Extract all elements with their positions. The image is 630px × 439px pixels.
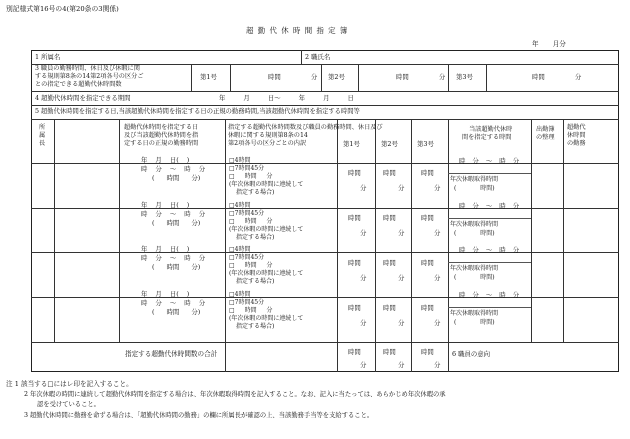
header-supervisor-3: 長: [39, 140, 46, 147]
option-custom-checkbox[interactable]: □ 時間 分: [229, 218, 273, 225]
header-hours-1: 指定する超勤代休時間数及び職員の勤務時間、休日及び: [228, 124, 383, 131]
hours-category-label-1: 3 職員の勤務時間、休日及び休暇に関: [35, 65, 140, 72]
total-no2-hours[interactable]: 時間: [383, 348, 396, 356]
header-hours-2: 休暇に関する規則第8条の14: [228, 132, 308, 139]
annual-leave-value[interactable]: ( 時間): [454, 274, 495, 281]
total-no3-hours[interactable]: 時間: [421, 348, 434, 356]
header-work-3: の勤務: [567, 140, 586, 147]
no1-hours[interactable]: 時間: [348, 214, 361, 222]
annual-leave-note-2: 指定する場合): [236, 323, 275, 330]
no1-hours[interactable]: 時間: [348, 304, 361, 312]
category-1-label: 第1号: [200, 73, 217, 81]
total-no1-minutes[interactable]: 分: [360, 361, 367, 369]
annual-leave-note-2: 指定する場合): [236, 234, 275, 241]
option-custom-checkbox[interactable]: □ 時間 分: [229, 262, 273, 269]
annual-leave-note-2: 指定する場合): [236, 278, 275, 285]
header-designated-time-2: 間を指定する時間: [462, 134, 512, 141]
header-date-2: 及び当該超勤代休時間を指: [124, 132, 199, 139]
period-label: 4 超勤代休時間を指定できる期間: [35, 94, 131, 102]
note-3: 3 超勤代休時間に勤務を命ずる場合は、「超勤代休時間の勤務」の欄に所属長が確認の上、当該勤務手当等を支給すること。: [24, 412, 374, 419]
annual-leave-note-1: (年次休暇の時間に連続して: [229, 315, 304, 322]
no2-hours[interactable]: 時間: [383, 259, 396, 267]
no2-hours[interactable]: 時間: [383, 304, 396, 312]
option-7h45-checkbox[interactable]: □7時間45分: [229, 299, 265, 306]
option-4h-checkbox[interactable]: □4時間: [229, 157, 251, 164]
annual-leave-value[interactable]: ( 時間): [454, 319, 495, 326]
no3-minutes[interactable]: 分: [434, 229, 441, 237]
annual-leave-label: 年次休暇取得時間: [450, 310, 499, 317]
header-designated-time-1: 当該超勤代休時: [469, 126, 513, 133]
designated-time-field[interactable]: 時 分 〜 時 分: [459, 291, 520, 299]
date-field[interactable]: 年 月 日( ): [141, 201, 190, 209]
staff-opinion-label: 6 職員の意向: [452, 350, 491, 358]
staff-name-label: 2 職氏名: [305, 53, 331, 61]
no3-hours[interactable]: 時間: [421, 259, 434, 267]
option-custom-checkbox[interactable]: □ 時間 分: [229, 173, 273, 180]
time-range-field[interactable]: 時 分 〜 時 分: [141, 165, 206, 173]
option-7h45-checkbox[interactable]: □7時間45分: [229, 210, 265, 217]
annual-leave-value[interactable]: ( 時間): [454, 230, 495, 237]
option-custom-checkbox[interactable]: □ 時間 分: [229, 307, 273, 314]
designated-time-field[interactable]: 時 分 〜 時 分: [459, 246, 520, 254]
duration-field[interactable]: ( 時間 分): [152, 308, 201, 316]
designated-time-field[interactable]: 時 分 〜 時 分: [459, 202, 520, 210]
no1-minutes[interactable]: 分: [360, 229, 367, 237]
header-no1: 第1号: [343, 140, 360, 148]
year-month-field[interactable]: 年 月分: [532, 40, 566, 48]
section-name-label: 1 所属名: [35, 53, 61, 61]
total-no2-minutes[interactable]: 分: [398, 361, 405, 369]
date-field[interactable]: 年 月 日( ): [141, 245, 190, 253]
note-2: 2 年次休暇の時間に連続して超勤代休時間を指定する場合は、年次休暇取得時間を記入すること。なお、記入に当たっては、あらかじめ年次休暇の承: [24, 391, 446, 398]
category-3-value[interactable]: 時間 分: [532, 73, 582, 81]
hours-category-label-2: する規則第8条の14第2項各号の区分ご: [35, 73, 144, 80]
time-range-field[interactable]: 時 分 〜 時 分: [141, 299, 206, 307]
option-4h-checkbox[interactable]: □4時間: [229, 291, 251, 298]
header-supervisor-2: 属: [39, 132, 46, 139]
annual-leave-note-2: 指定する場合): [236, 189, 275, 196]
duration-field[interactable]: ( 時間 分): [152, 263, 201, 271]
designation-section-label: 5 超勤代休時間を指定する日,当該超勤代休時間を指定する日の正規の勤務時間,当該超勤代休時間を指定する時間等: [35, 108, 360, 115]
form-number: 別記様式第16号の4(第20条の3関係): [6, 5, 119, 13]
header-hours-3: 第2項各号の区分ごとの内訳: [228, 140, 307, 147]
annual-leave-value[interactable]: ( 時間): [454, 185, 495, 192]
no3-minutes[interactable]: 分: [434, 274, 441, 282]
category-2-label: 第2号: [328, 73, 345, 81]
designated-time-field[interactable]: 時 分 〜 時 分: [459, 157, 520, 165]
annual-leave-label: 年次休暇取得時間: [450, 265, 499, 272]
note-2-cont: 認を受けていること。: [37, 401, 100, 408]
category-2-value[interactable]: 時間 分: [396, 73, 446, 81]
no3-hours[interactable]: 時間: [421, 214, 434, 222]
header-supervisor-1: 所: [39, 124, 46, 131]
duration-field[interactable]: ( 時間 分): [152, 174, 201, 182]
time-range-field[interactable]: 時 分 〜 時 分: [141, 254, 206, 262]
header-no2: 第2号: [381, 140, 398, 148]
no2-minutes[interactable]: 分: [398, 274, 405, 282]
annual-leave-note-1: (年次休暇の時間に連続して: [229, 181, 304, 188]
annual-leave-label: 年次休暇取得時間: [450, 221, 499, 228]
annual-leave-label: 年次休暇取得時間: [450, 176, 499, 183]
no1-hours[interactable]: 時間: [348, 169, 361, 177]
annual-leave-note-1: (年次休暇の時間に連続して: [229, 226, 304, 233]
option-7h45-checkbox[interactable]: □7時間45分: [229, 254, 265, 261]
no3-hours[interactable]: 時間: [421, 304, 434, 312]
annual-leave-note-1: (年次休暇の時間に連続して: [229, 270, 304, 277]
option-7h45-checkbox[interactable]: □7時間45分: [229, 165, 265, 172]
header-date-1: 超勤代休時間を指定する日: [124, 124, 199, 131]
category-3-label: 第3号: [456, 73, 473, 81]
no2-minutes[interactable]: 分: [398, 319, 405, 327]
header-work-1: 超勤代: [567, 124, 586, 131]
no3-minutes[interactable]: 分: [434, 319, 441, 327]
total-label: 指定する超勤代休時間数の合計: [125, 350, 218, 358]
header-attendance-2: の整理: [536, 134, 555, 141]
header-attendance-1: 出勤簿: [536, 126, 555, 133]
no2-minutes[interactable]: 分: [398, 229, 405, 237]
date-field[interactable]: 年 月 日( ): [141, 290, 190, 298]
date-field[interactable]: 年 月 日( ): [141, 156, 190, 164]
no3-minutes[interactable]: 分: [434, 184, 441, 192]
no2-hours[interactable]: 時間: [383, 169, 396, 177]
total-no3-minutes[interactable]: 分: [434, 361, 441, 369]
category-1-value[interactable]: 時間 分: [268, 73, 318, 81]
header-work-2: 休時間: [567, 132, 586, 139]
no3-hours[interactable]: 時間: [421, 169, 434, 177]
option-4h-checkbox[interactable]: □4時間: [229, 246, 251, 253]
time-range-field[interactable]: 時 分 〜 時 分: [141, 210, 206, 218]
no2-minutes[interactable]: 分: [398, 184, 405, 192]
no1-minutes[interactable]: 分: [360, 184, 367, 192]
option-4h-checkbox[interactable]: □4時間: [229, 202, 251, 209]
total-no1-hours[interactable]: 時間: [348, 348, 361, 356]
page-title: 超 勤 代 休 時 間 指 定 簿: [246, 26, 349, 35]
header-no3: 第3号: [417, 140, 434, 148]
period-value[interactable]: 年 月 日〜 年 月 日: [219, 94, 354, 102]
hours-category-label-3: との指定できる超勤代休時間数: [35, 81, 122, 88]
no1-minutes[interactable]: 分: [360, 274, 367, 282]
no2-hours[interactable]: 時間: [383, 214, 396, 222]
no1-hours[interactable]: 時間: [348, 259, 361, 267]
duration-field[interactable]: ( 時間 分): [152, 219, 201, 227]
note-1: 注 1 該当する□にはレ印を記入すること。: [6, 380, 133, 388]
header-date-3: 定する日の正規の勤務時間: [124, 140, 199, 147]
no1-minutes[interactable]: 分: [360, 319, 367, 327]
